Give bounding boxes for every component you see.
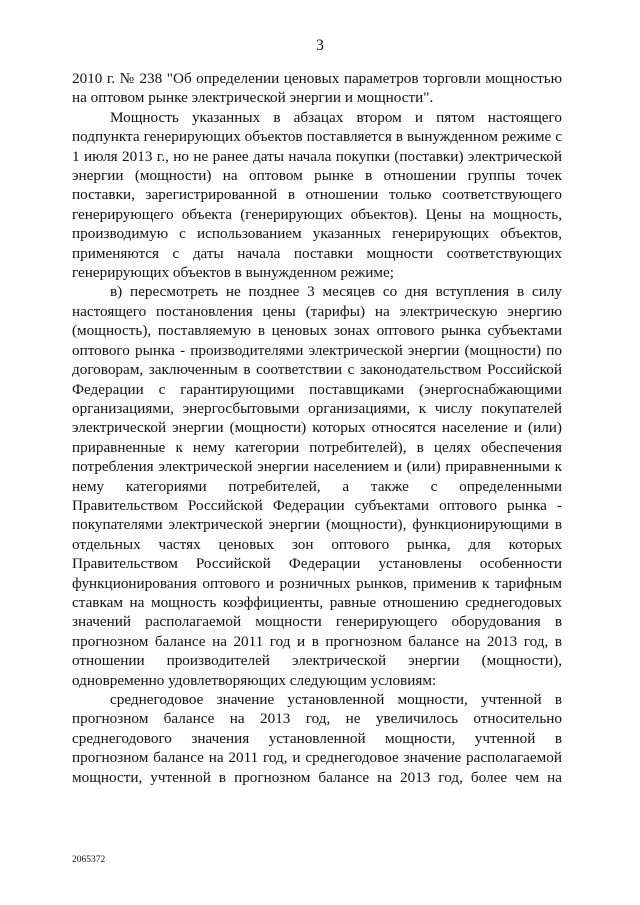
text-line: прогнозном балансе на 2011 год, и среднегодовое значение располагаемой bbox=[72, 749, 562, 767]
text-line: нему категориями потребителей, а также с определенными bbox=[72, 477, 562, 495]
paragraph bbox=[72, 108, 562, 283]
text-line: потребления электрической энергии населением и (или) приравненными к bbox=[72, 458, 562, 476]
text-line: Правительством Российской Федерации субъектами оптового рынка - bbox=[72, 496, 562, 514]
text-line: договорам, заключенным в соответствии с законодательством Российской bbox=[72, 361, 562, 379]
text-line: мощности, учтенной в прогнозном балансе на 2013 год, более чем на bbox=[72, 768, 562, 786]
text-line: в) пересмотреть не позднее 3 месяцев со дня вступления в силу bbox=[110, 283, 562, 301]
text-line: приравненные к нему категории потребителей), в целях обеспечения bbox=[72, 438, 562, 456]
text-line: 2010 г. № 238 "Об определении ценовых параметров торговли мощностью bbox=[72, 70, 562, 87]
text-line: среднегодового значения установленной мощности, учтенной в bbox=[72, 729, 562, 747]
text-line: генерирующего объекта (генерирующих объектов). Цены на мощность, bbox=[72, 205, 562, 223]
text-line: применяются с даты начала поставки мощности соответствующих bbox=[72, 244, 562, 262]
text-line: на оптовом рынке электрической энергии и мощности". bbox=[72, 89, 434, 107]
text-line: функционирования оптового и розничных рынков, применив к тарифным bbox=[72, 574, 562, 592]
text-line: одновременно удовлетворяющих следующим условиям: bbox=[72, 671, 437, 689]
text-line: покупателями электрической энергии (мощности), функционирующими в bbox=[72, 516, 562, 534]
text-line: энергии (мощности) на оптовом рынке в отношении группы точек bbox=[72, 167, 562, 185]
text-line: прогнозном балансе на 2011 год и в прогнозном балансе на 2013 год, в bbox=[72, 632, 562, 650]
text-line: значений располагаемой мощности генерирующего оборудования в bbox=[72, 613, 562, 631]
text-line: среднегодовое значение установленной мощности, учтенной в bbox=[110, 691, 562, 708]
text-line: подпункта генерирующих объектов поставляется в вынужденном режиме с bbox=[72, 128, 562, 146]
paragraph bbox=[72, 69, 562, 108]
text-line: ставкам на мощность коэффициенты, равные отношению среднегодовых bbox=[72, 593, 562, 611]
paragraph bbox=[72, 690, 562, 787]
paragraph bbox=[72, 282, 562, 690]
text-line: отношении производителей электрической энергии (мощности), bbox=[72, 652, 562, 670]
text-line: Правительством Российской Федерации установлены особенности bbox=[72, 555, 562, 573]
document-body bbox=[72, 69, 562, 787]
text-line: прогнозном балансе на 2013 год, не увеличилось относительно bbox=[72, 710, 562, 728]
text-line: Мощность указанных в абзацах втором и пятом настоящего bbox=[110, 108, 562, 126]
text-line: отдельных частях ценовых зон оптового рынка, для которых bbox=[72, 535, 562, 553]
text-line: производимую с использованием указанных генерирующих объектов, bbox=[72, 225, 562, 243]
text-line: электрической энергии (мощности) которых относятся население и (или) bbox=[72, 419, 562, 437]
text-line: 1 июля 2013 г., но не ранее даты начала покупки (поставки) электрической bbox=[72, 147, 562, 165]
text-line: оптового рынка - производителями электрической энергии (мощности) по bbox=[72, 341, 562, 359]
text-line: настоящего постановления цены (тарифы) на электрическую энергию bbox=[72, 302, 562, 320]
text-line: Федерации с гарантирующими поставщиками (энергоснабжающими bbox=[72, 380, 562, 398]
text-line: поставки, зарегистрированной в отношении только соответствующего bbox=[72, 186, 562, 204]
page-number: 3 bbox=[316, 37, 324, 54]
text-line: организациями, энергосбытовыми организациями, к числу покупателей bbox=[72, 399, 562, 417]
text-line: генерирующих объектов в вынужденном режиме; bbox=[72, 264, 394, 282]
document-code: 2065372 bbox=[72, 855, 106, 865]
text-line: (мощность), поставляемую в ценовых зонах оптового рынка субъектами bbox=[72, 322, 562, 340]
